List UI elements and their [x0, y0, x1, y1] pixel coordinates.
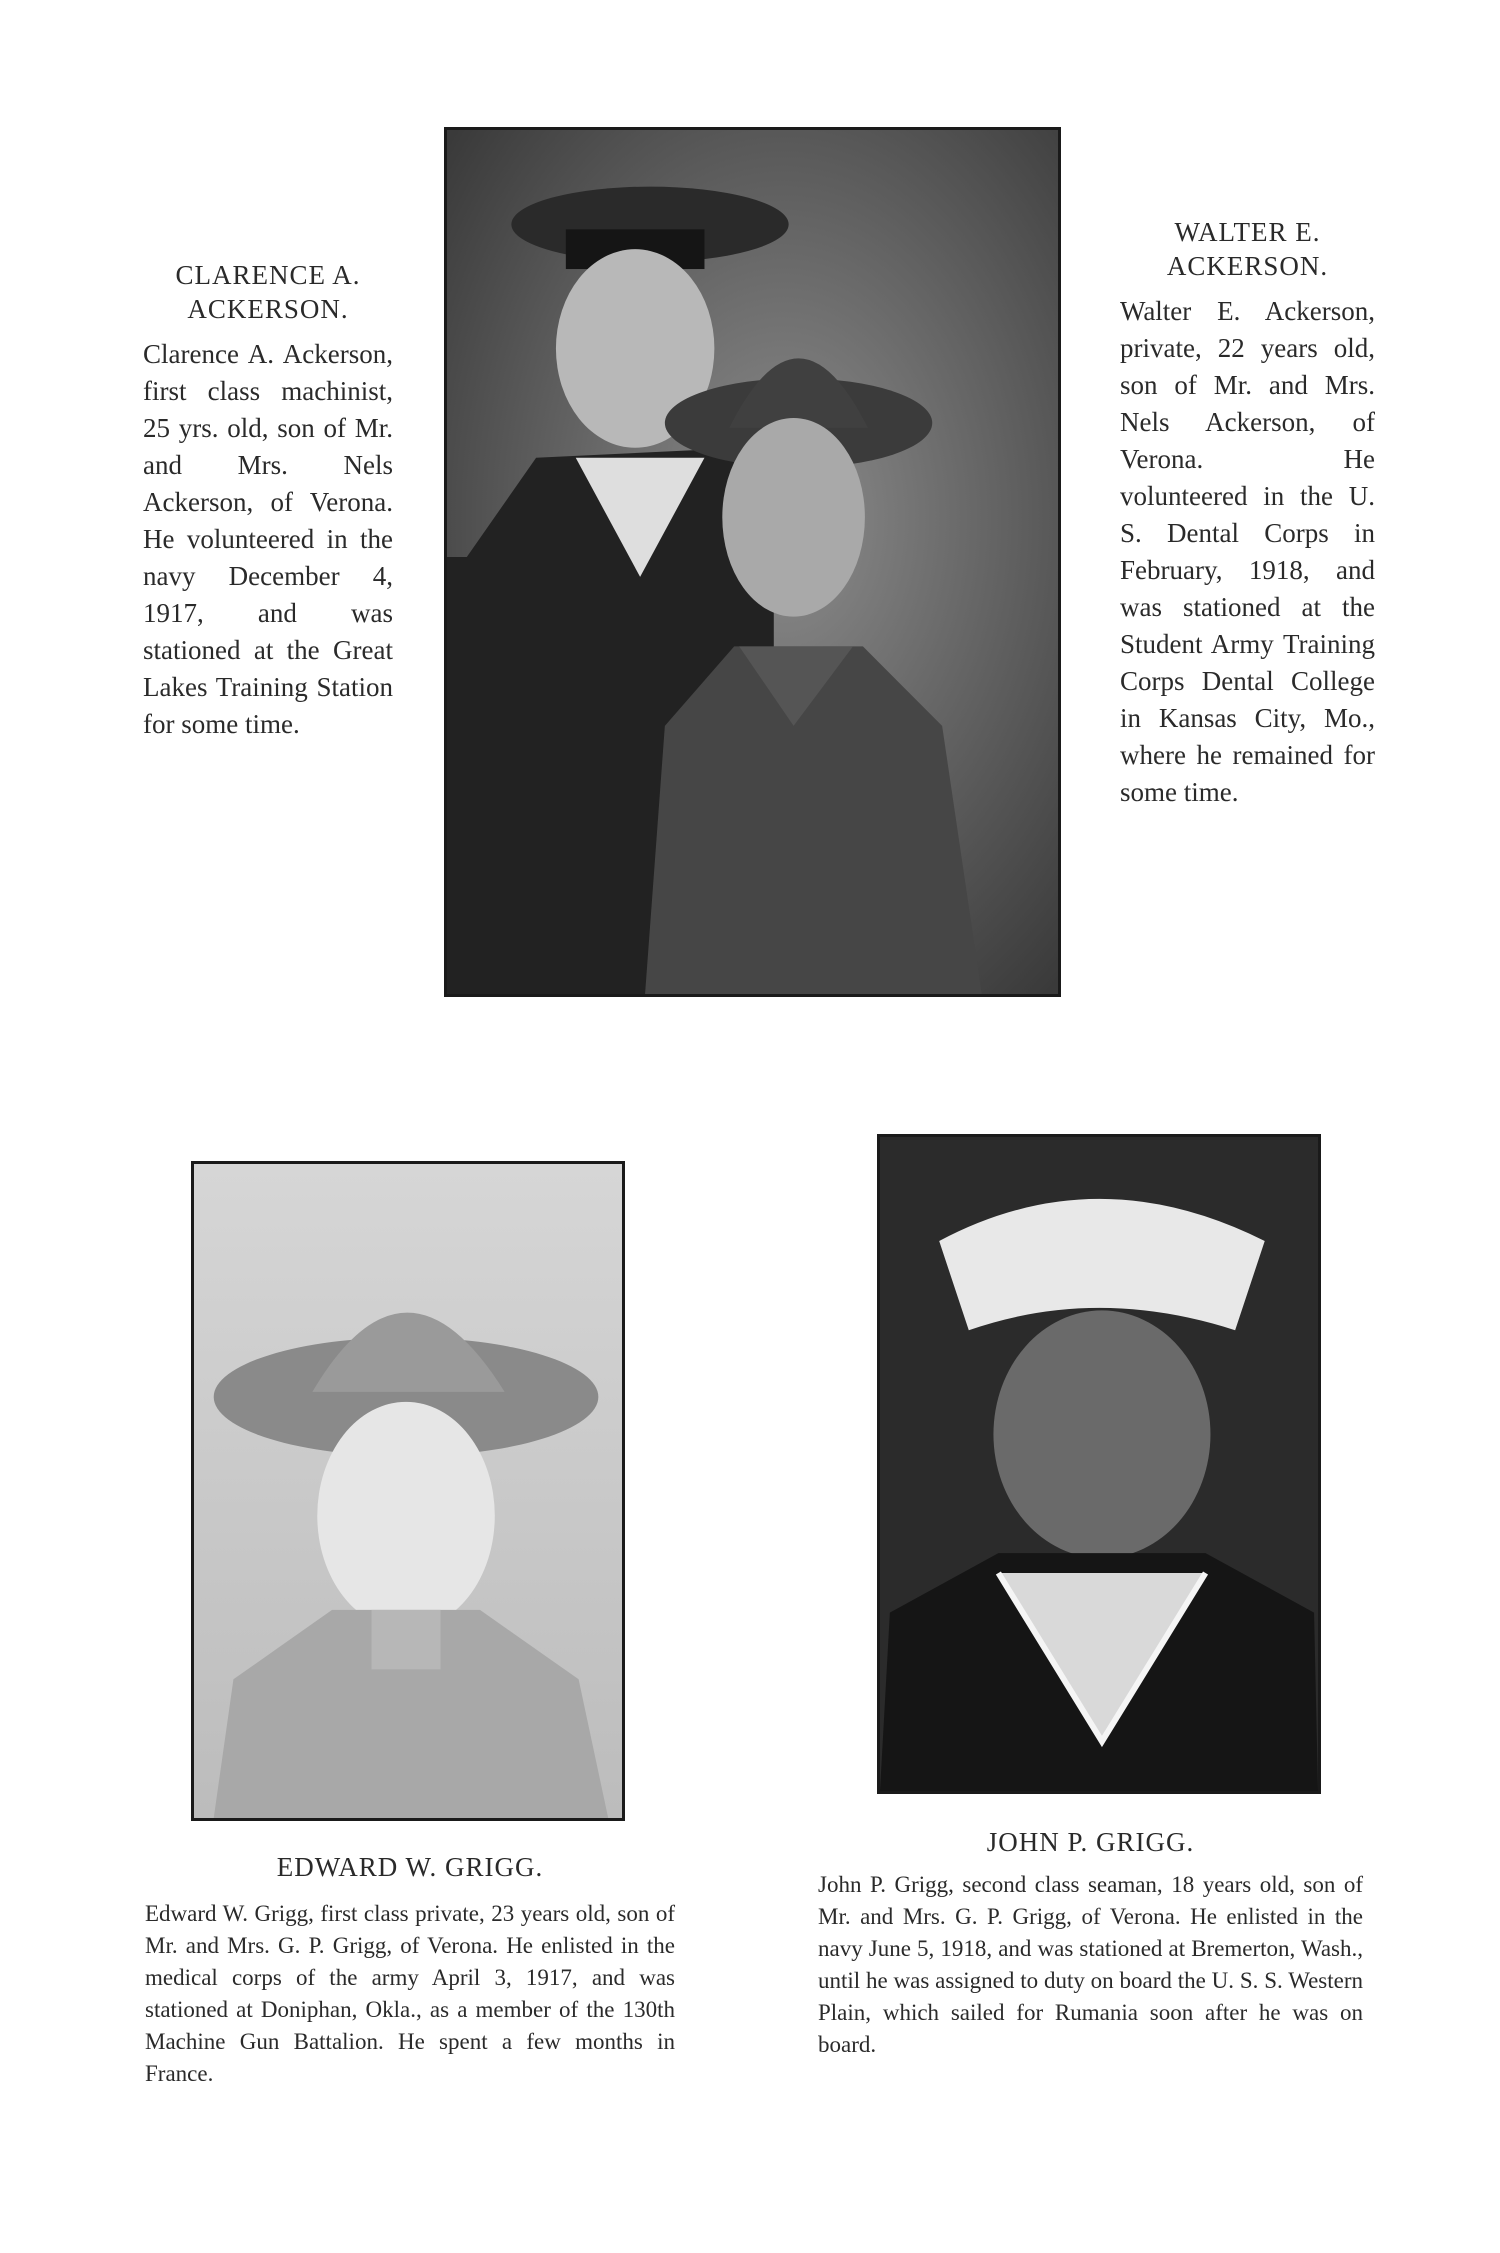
edward-bio: Edward W. Grigg, first class private, 23 years old, son of Mr. and Mrs. G. P. Grigg, of Verona. He enlisted in the medical corps of the army April 3, 1917, and was stationed at Doniphan, Okla., as a member of the 130th Machine Gun Battalion. He spent a few months in France.	[145, 1901, 675, 2086]
walter-name: WALTER E. ACKERSON.	[1166, 217, 1329, 281]
edward-caption	[145, 1850, 675, 2090]
edward-name: EDWARD W. GRIGG.	[276, 1852, 544, 1882]
walter-bio: Walter E. Ackerson, private, 22 years old, son of Mr. and Mrs. Nels Ackerson, of Verona. He volunteered in the U. S. Dental Corps in February, 1918, and was stationed at the Student Army Training Corps Dental College in Kansas City, Mo., where he remained for some time.	[1120, 296, 1375, 807]
john-grigg-photo	[877, 1134, 1321, 1794]
john-name: JOHN P. GRIGG.	[986, 1827, 1195, 1857]
john-bio: John P. Grigg, second class seaman, 18 years old, son of Mr. and Mrs. G. P. Grigg, of Verona. He enlisted in the navy June 5, 1918, and was stationed at Bremerton, Wash., until he was assigned to duty on board the U. S. S. Western Plain, which sailed for Rumania soon after he was on board.	[818, 1872, 1363, 2057]
clarence-name: CLARENCE A. ACKERSON.	[175, 260, 361, 324]
clarence-caption	[143, 258, 393, 743]
ackerson-brothers-photo	[444, 127, 1061, 997]
walter-caption	[1120, 215, 1375, 811]
john-caption	[818, 1825, 1363, 2061]
clarence-bio: Clarence A. Ackerson, first class machinist, 25 yrs. old, son of Mr. and Mrs. Nels Ackerson, of Verona. He volunteered in the navy December 4, 1917, and was stationed at the Great Lakes Training Station for some time.	[143, 339, 393, 739]
edward-grigg-photo	[191, 1161, 625, 1821]
